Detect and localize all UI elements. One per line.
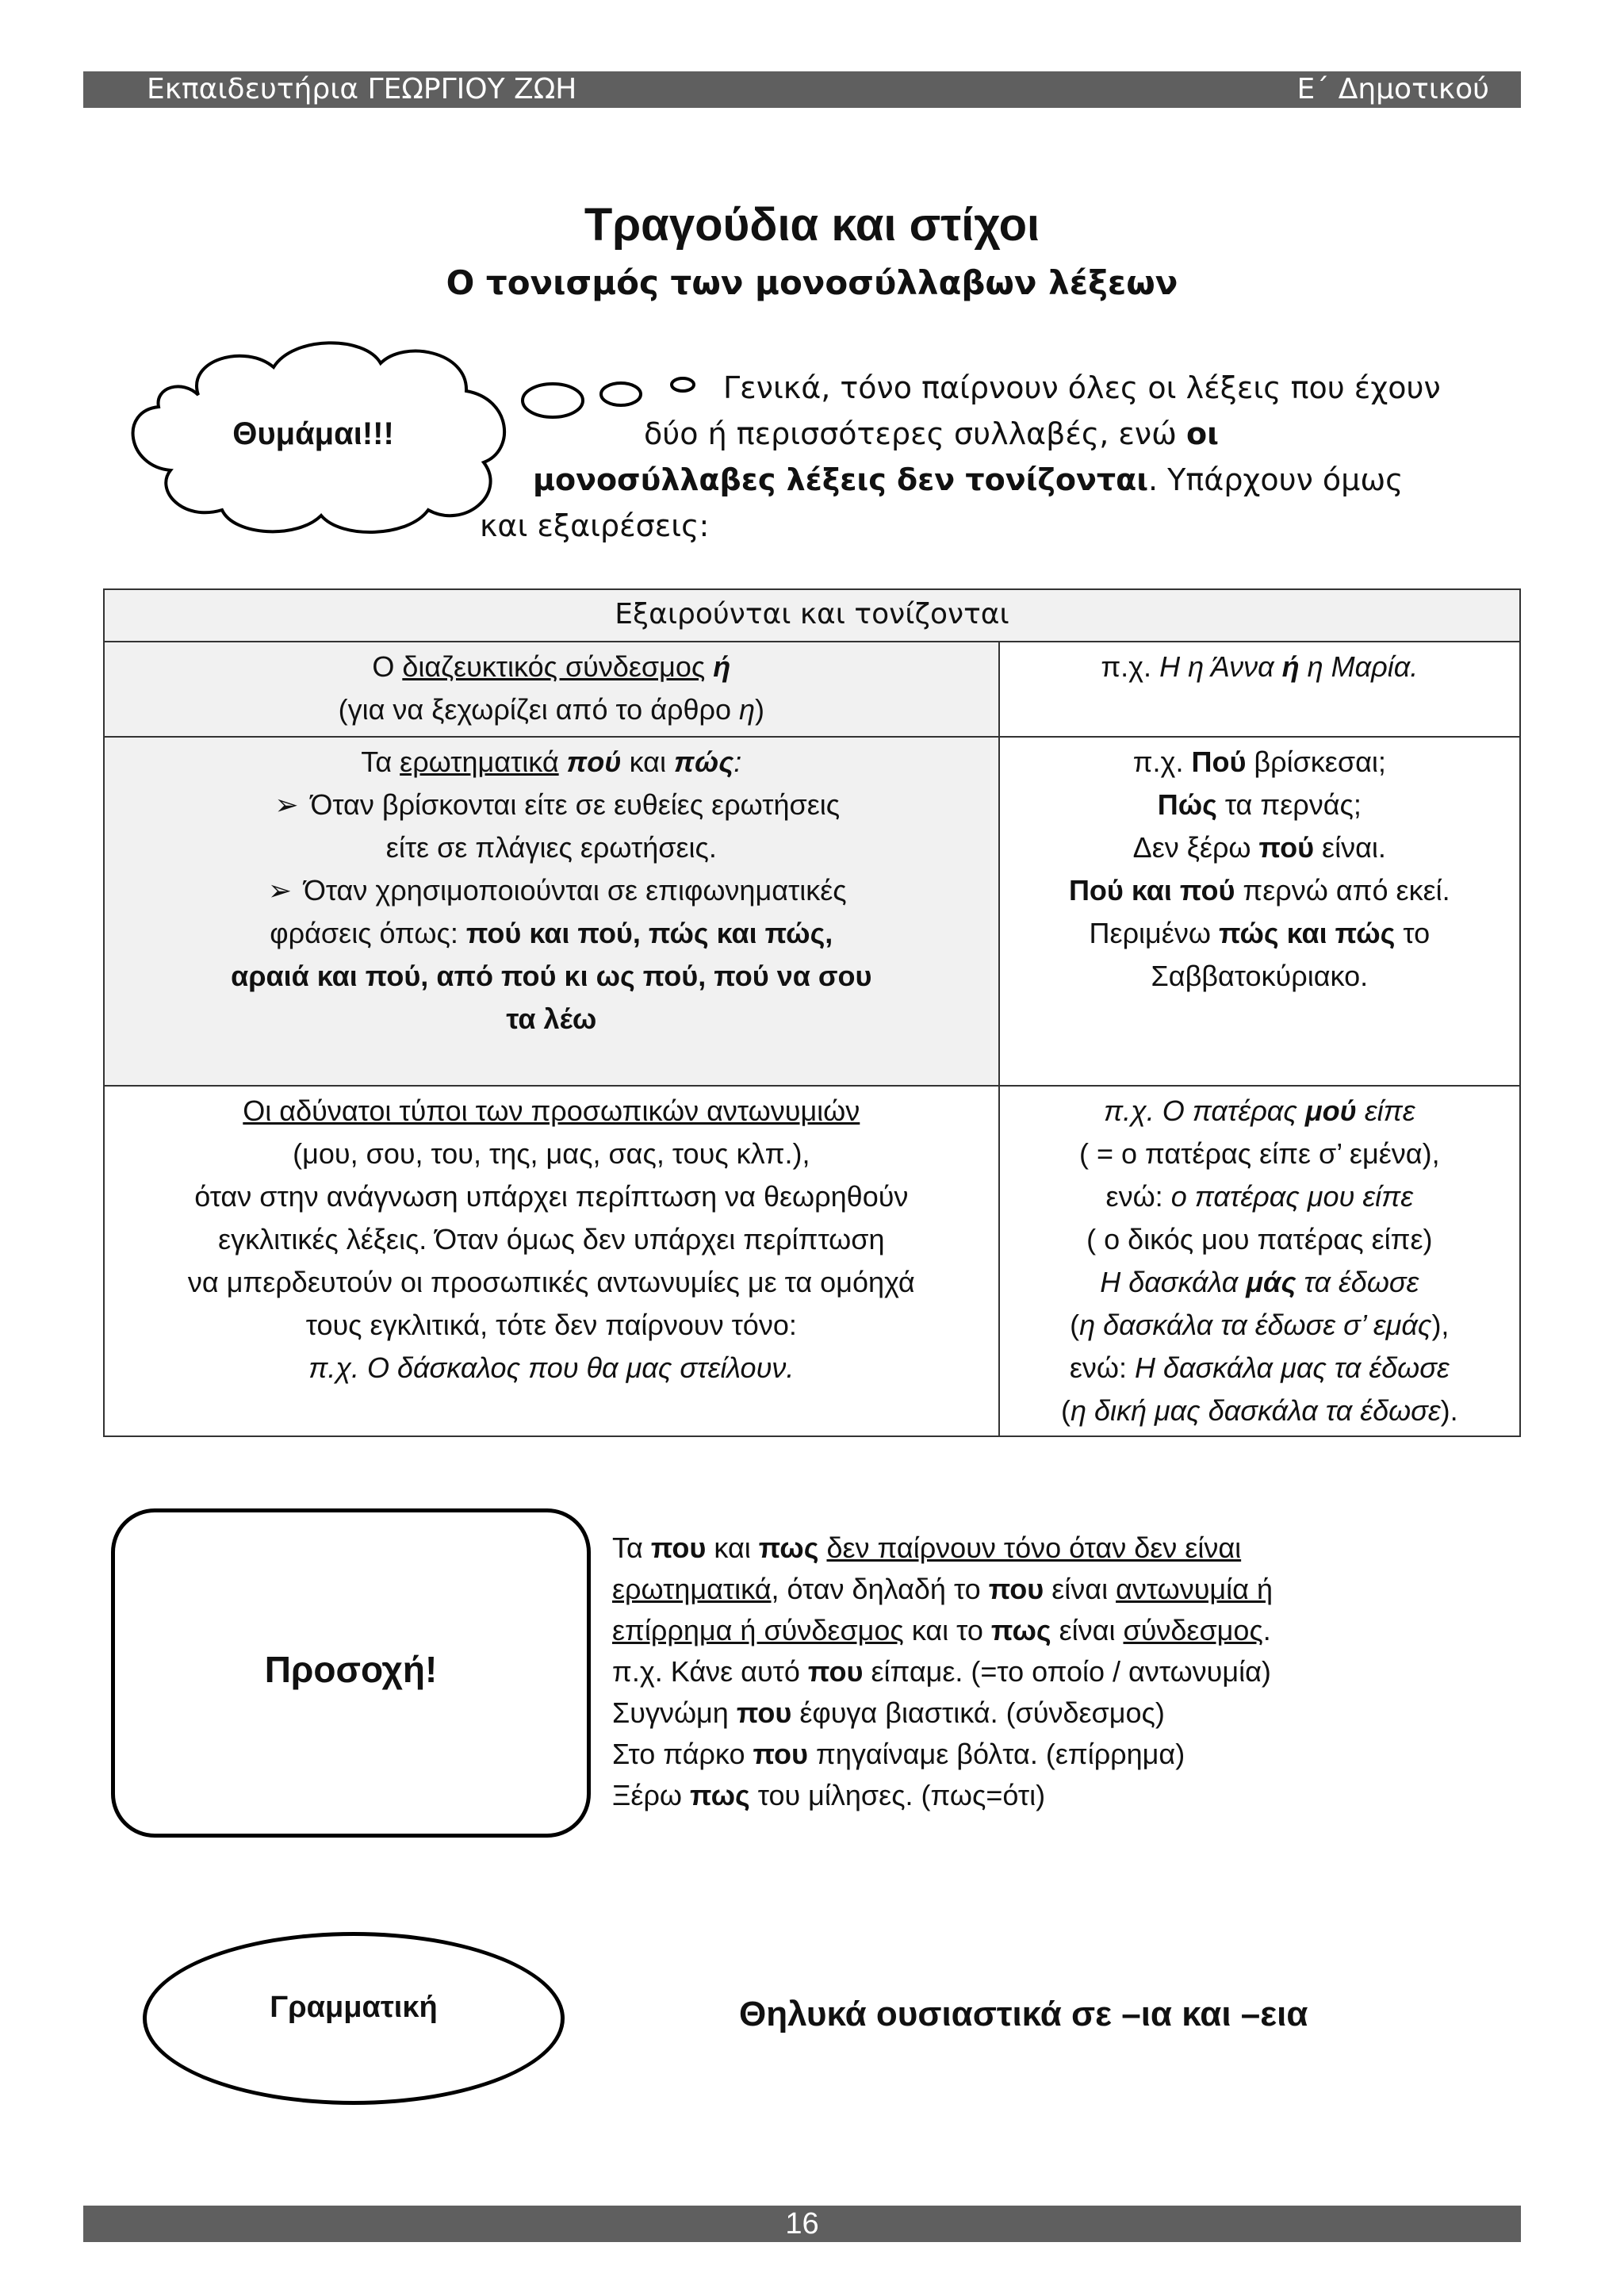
intro-bold: οι	[1186, 416, 1219, 451]
arrow-bullet-icon: ➢	[267, 874, 293, 907]
page-subtitle: Ο τονισμός των μονοσύλλαβων λέξεων	[446, 263, 1178, 302]
example-disjunctive: π.χ. Η η Άννα ή η Μαρία.	[999, 642, 1520, 737]
example-pronouns: π.χ. Ο πατέρας μού είπε ( = ο πατέρας είπε σ’ εμένα), ενώ: ο πατέρας μου είπε ( ο δικός μου πατέρας είπε) Η δασκάλα μάς τα έδωσε (η δασκάλα τα έδωσε σ’ εμάς), ενώ: Η δασκάλα μας τα έδωσε (η δική μας δασκάλα τα έδωσε).	[999, 1086, 1520, 1436]
table-header: Εξαιρούνται και τονίζονται	[104, 589, 1520, 642]
exceptions-table	[103, 588, 1521, 1437]
example-interrogatives: π.χ. Πού βρίσκεσαι; Πώς τα περνάς; Δεν ξέρω πού είναι. Πού και πού περνώ από εκεί. Περιμένω πώς και πώς το Σαββατοκύριακο.	[999, 737, 1520, 1086]
rule-interrogatives: Τα ερωτηματικά πού και πώς: ➢ Όταν βρίσκονται είτε σε ευθείες ερωτήσεις είτε σε πλάγιες ερωτήσεις. ➢ Όταν χρησιμοποιούνται σε επιφωνηματικές φράσεις όπως: πού και πού, πώς και πώς, αραιά και πού, από πού κι ως πού, πού να σου τα λέω	[104, 737, 999, 1086]
intro-text: δύο ή περισσότερες συλλαβές, ενώ	[644, 416, 1187, 451]
grammar-label: Γραμματική	[270, 1991, 438, 2024]
intro-line-4: και εξαιρέσεις:	[480, 508, 710, 543]
intro-line-3	[533, 457, 1403, 503]
rule-pronouns: Οι αδύνατοι τύποι των προσωπικών αντωνυμιών (μου, σου, του, της, μας, σας, τους κλπ.), όταν στην ανάγνωση υπάρχει περίπτωση να θεωρηθούν εγκλιτικές λέξεις. Όταν όμως δεν υπάρχει περίπτωση να μπερδευτούν οι προσωπικές αντωνυμίες με τα ομόηχά τους εγκλιτικά, τότε δεν παίρνουν τόνο: π.χ. Ο δάσκαλος που θα μας στείλουν.	[104, 1086, 999, 1436]
intro-line-1: Γενικά, τόνο παίρνουν όλες οι λέξεις που έχουν	[723, 370, 1441, 405]
class-grade: Ε΄ Δημοτικού	[1297, 73, 1489, 105]
page-footer-bar	[83, 2206, 1521, 2242]
attention-label: Προσοχή!	[264, 1649, 438, 1690]
rule-disjunctive: Ο διαζευκτικός σύνδεσμος ή (για να ξεχωρίζει από το άρθρο η)	[104, 642, 999, 737]
intro-line-2	[644, 411, 1219, 457]
remember-label: Θυμάμαι!!!	[232, 416, 394, 451]
intro-text: . Υπάρχουν όμως	[1148, 462, 1404, 497]
intro-bold: μονοσύλλαβες λέξεις δεν τονίζονται	[533, 462, 1149, 497]
attention-note: Τα που και πως δεν παίρνουν τόνο όταν δεν είναι ερωτηματικά, όταν δηλαδή το που είναι αντωνυμία ή επίρρημα ή σύνδεσμος και το πως είναι σύνδεσμος. π.χ. Κάνε αυτό που είπαμε. (=το οποίο / αντωνυμία) Συγνώμη που έφυγα βιαστικά. (σύνδεσμος) Στο πάρκο που πηγαίναμε βόλτα. (επίρρημα) Ξέρω πως του μίλησες. (πως=ότι)	[612, 1531, 1273, 1811]
grammar-title: Θηλυκά ουσιαστικά σε –ια και –εια	[739, 1995, 1308, 2033]
page-title: Τραγούδια και στίχοι	[584, 199, 1040, 251]
arrow-bullet-icon: ➢	[274, 788, 299, 821]
page-header-bar	[83, 71, 1521, 108]
school-name: Εκπαιδευτήρια ΓΕΩΡΓΙΟΥ ΖΩΗ	[147, 73, 577, 105]
page-number: 16	[785, 2207, 819, 2240]
